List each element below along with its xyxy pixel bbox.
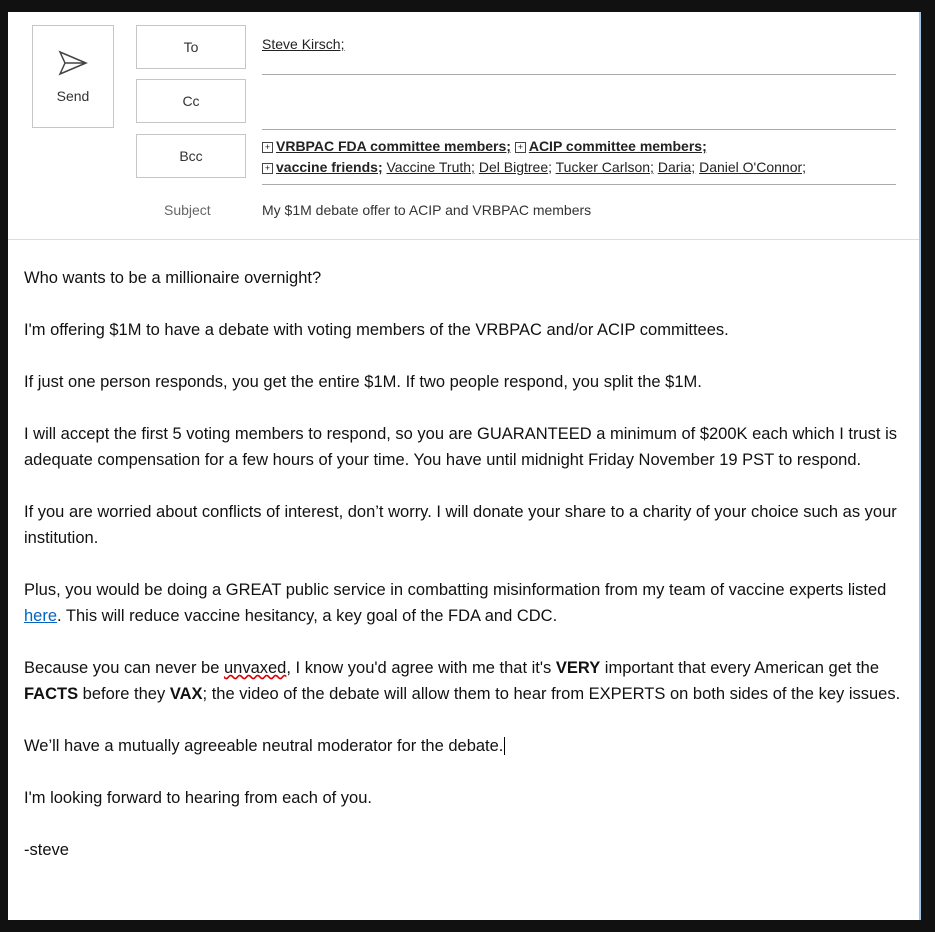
send-icon (58, 50, 88, 76)
recipient[interactable]: Vaccine Truth; (386, 159, 475, 175)
recipient[interactable]: Daria; (657, 159, 696, 175)
text: . This will reduce vaccine hesitancy, a key goal of the FDA and CDC. (57, 607, 558, 625)
to-label: To (183, 39, 199, 55)
cc-field[interactable] (262, 90, 896, 130)
subject-input[interactable]: My $1M debate offer to ACIP and VRBPAC members (262, 202, 592, 218)
message-body[interactable] (24, 265, 904, 889)
bold-text: VERY (555, 659, 601, 677)
expand-group-icon[interactable]: + (515, 142, 526, 153)
bcc-button[interactable] (136, 134, 246, 178)
text: important that every American get the (600, 659, 880, 677)
recipient[interactable]: Steve Kirsch; (262, 36, 345, 52)
text: before they (78, 685, 170, 703)
send-button[interactable] (32, 25, 114, 128)
cc-label: Cc (182, 93, 200, 109)
text: Plus, you would be doing a GREAT public service in combatting misinformation from my team of vaccine experts listed (24, 581, 887, 599)
bcc-label: Bcc (179, 148, 203, 164)
recipient-group[interactable]: vaccine friends; (276, 159, 383, 175)
text-cursor (504, 737, 505, 755)
bold-text: VAX (169, 685, 203, 703)
misspelled-word[interactable]: unvaxed (223, 659, 287, 677)
paragraph (24, 733, 904, 759)
recipient[interactable]: Del Bigtree; (478, 159, 552, 175)
recipient-group[interactable]: VRBPAC FDA committee members; (276, 138, 511, 154)
recipient[interactable]: Tucker Carlson; (555, 159, 654, 175)
divider (8, 239, 919, 240)
text: We’ll have a mutually agreeable neutral moderator for the debate. (24, 737, 504, 755)
to-button[interactable] (136, 25, 246, 69)
compose-window (8, 12, 921, 920)
to-field[interactable] (262, 36, 896, 75)
paragraph: Who wants to be a millionaire overnight? (24, 269, 322, 287)
send-label: Send (56, 87, 90, 104)
text: Because you can never be (24, 659, 224, 677)
bcc-field[interactable] (262, 136, 896, 185)
signature: -steve (24, 841, 69, 859)
text: ; the video of the debate will allow them to hear from EXPERTS on both sides of the key issues. (202, 685, 901, 703)
paragraph: I will accept the first 5 voting members to respond, so you are GUARANTEED a minimum of $200K each which I trust is adequate compensation for a few hours of your time. You have until midnight Friday November 19 PST to respond. (24, 425, 898, 469)
experts-link[interactable]: here (24, 607, 58, 625)
paragraph: If you are worried about conflicts of interest, don’t worry. I will donate your share to a charity of your choice such as your institution. (24, 503, 897, 547)
recipient[interactable]: Daniel O'Connor; (699, 159, 807, 175)
bold-text: FACTS (24, 685, 79, 703)
paragraph (24, 577, 904, 629)
text: , I know you'd agree with me that it's (286, 659, 556, 677)
paragraph: I'm looking forward to hearing from each of you. (24, 789, 372, 807)
expand-group-icon[interactable]: + (262, 163, 273, 174)
expand-group-icon[interactable]: + (262, 142, 273, 153)
subject-label: Subject (164, 202, 211, 218)
paragraph: I'm offering $1M to have a debate with voting members of the VRBPAC and/or ACIP committees. (24, 321, 729, 339)
paragraph (24, 655, 904, 707)
cc-button[interactable] (136, 79, 246, 123)
paragraph: If just one person responds, you get the entire $1M. If two people respond, you split the $1M. (24, 373, 702, 391)
recipient-group[interactable]: ACIP committee members; (528, 138, 707, 154)
